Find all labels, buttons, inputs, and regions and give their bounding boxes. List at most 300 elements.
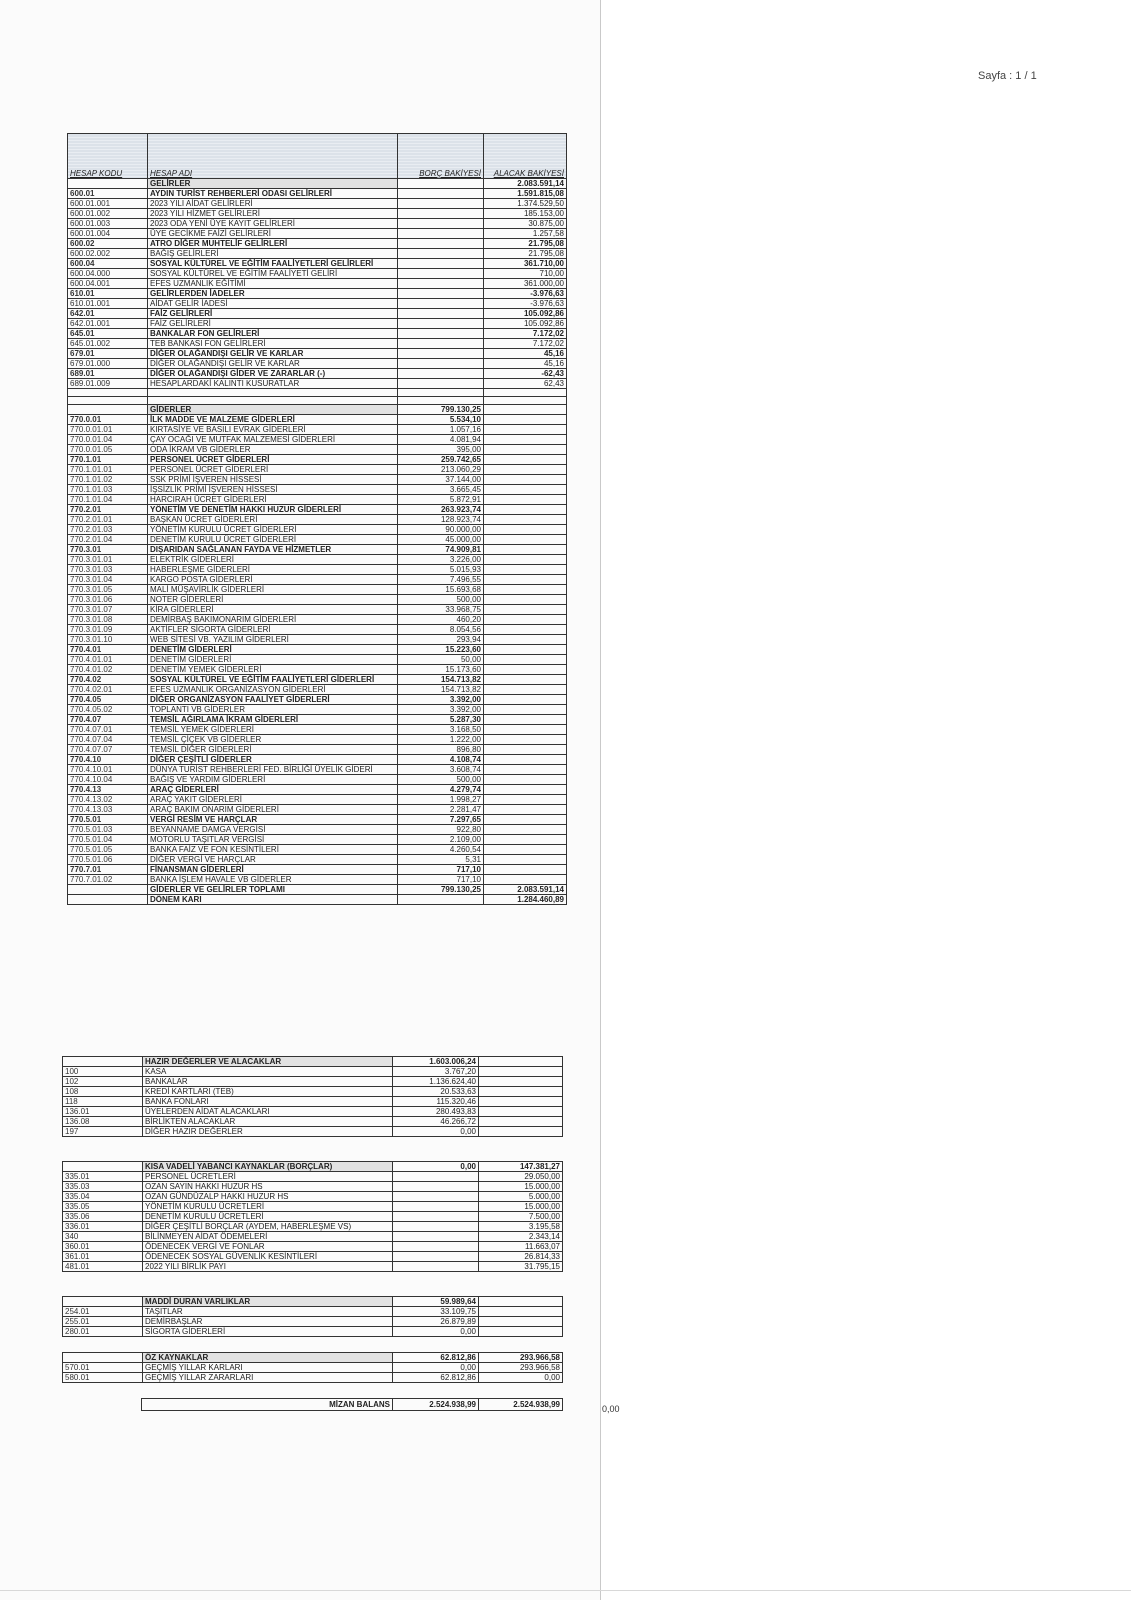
credit-balance <box>484 615 567 625</box>
debit-balance: 500,00 <box>398 775 484 785</box>
table-row <box>68 379 567 389</box>
account-code: 770.1.01.04 <box>68 495 148 505</box>
credit-balance <box>484 855 567 865</box>
credit-balance <box>479 1307 563 1317</box>
debit-balance: 7.496,55 <box>398 575 484 585</box>
account-name: GEÇMİŞ YILLAR KARLARI <box>143 1363 393 1373</box>
spacer-row <box>68 397 567 405</box>
account-code: 102 <box>63 1077 143 1087</box>
account-code: 770.3.01.07 <box>68 605 148 615</box>
table-row <box>68 219 567 229</box>
section-header-row <box>63 1353 563 1363</box>
credit-balance <box>479 1297 563 1307</box>
account-name: BANKA FAİZ VE FON KESİNTİLERİ <box>148 845 398 855</box>
account-name: SSK PRİMİ İŞVEREN HİSSESİ <box>148 475 398 485</box>
credit-balance <box>484 715 567 725</box>
table-row <box>68 455 567 465</box>
debit-balance: 500,00 <box>398 595 484 605</box>
credit-balance: 105.092,86 <box>484 319 567 329</box>
account-code: 600.04.001 <box>68 279 148 289</box>
credit-balance <box>484 545 567 555</box>
debit-balance: 15.693,68 <box>398 585 484 595</box>
account-code: 770.1.01 <box>68 455 148 465</box>
account-code: 770.0.01 <box>68 415 148 425</box>
table-row <box>63 1067 563 1077</box>
account-code: 361.01 <box>63 1252 143 1262</box>
account-name: DENETİM GİDERLERİ <box>148 645 398 655</box>
debit-balance <box>393 1192 479 1202</box>
account-name: BEYANNAME DAMGA VERGİSİ <box>148 825 398 835</box>
debit-balance: 896,80 <box>398 745 484 755</box>
account-code: 770.4.02.01 <box>68 685 148 695</box>
account-code: 197 <box>63 1127 143 1137</box>
debit-balance <box>398 229 484 239</box>
credit-balance: 45,16 <box>484 349 567 359</box>
credit-balance <box>484 845 567 855</box>
debit-balance <box>398 259 484 269</box>
debit-balance <box>398 359 484 369</box>
debit-balance: 50,00 <box>398 655 484 665</box>
account-code: 770.4.01.02 <box>68 665 148 675</box>
account-name: SOSYAL KÜLTÜREL VE EĞİTİM FAALİYETİ GELİRİ <box>148 269 398 279</box>
table-row <box>68 585 567 595</box>
debit-balance: 5.534,10 <box>398 415 484 425</box>
credit-balance: 5.000,00 <box>479 1192 563 1202</box>
debit-balance <box>398 239 484 249</box>
stray-value: 0,00 <box>602 1404 620 1414</box>
credit-balance: 293.966,58 <box>479 1363 563 1373</box>
account-code: 770.2.01.03 <box>68 525 148 535</box>
header-name: HESAP ADI <box>148 134 398 179</box>
account-name: DENETİM KURULU ÜCRETLERİ <box>143 1212 393 1222</box>
credit-balance <box>484 645 567 655</box>
account-name: HARCIRAH ÜCRET GİDERLERİ <box>148 495 398 505</box>
debit-balance <box>398 179 484 189</box>
table-row <box>68 259 567 269</box>
table-row <box>68 299 567 309</box>
table-row <box>63 1373 563 1383</box>
account-code: 770.1.01.02 <box>68 475 148 485</box>
account-name: DIŞARIDAN SAĞLANAN FAYDA VE HİZMETLER <box>148 545 398 555</box>
account-code: 100 <box>63 1067 143 1077</box>
debit-balance: 33.109,75 <box>393 1307 479 1317</box>
debit-balance: 799.130,25 <box>398 405 484 415</box>
table-row <box>63 1212 563 1222</box>
debit-balance: 46.266,72 <box>393 1117 479 1127</box>
account-code: 570.01 <box>63 1363 143 1373</box>
table-row <box>68 309 567 319</box>
account-name: NOTER GİDERLERİ <box>148 595 398 605</box>
debit-balance: 4.279,74 <box>398 785 484 795</box>
debit-balance <box>398 299 484 309</box>
account-code: 600.01 <box>68 189 148 199</box>
account-name: MALİ MÜŞAVİRLİK GİDERLERİ <box>148 585 398 595</box>
credit-balance: 361.710,00 <box>484 259 567 269</box>
table-row <box>68 445 567 455</box>
account-code: 770.4.13.02 <box>68 795 148 805</box>
account-code: 770.5.01.06 <box>68 855 148 865</box>
credit-balance <box>484 455 567 465</box>
account-code: 770.4.05 <box>68 695 148 705</box>
account-code: 770.3.01.10 <box>68 635 148 645</box>
account-code: 770.2.01.04 <box>68 535 148 545</box>
page-divider <box>600 0 601 1600</box>
account-name: 2023 YILI HİZMET GELİRLERİ <box>148 209 398 219</box>
account-name: DİĞER ÇEŞİTLİ GİDERLER <box>148 755 398 765</box>
account-code: 770.4.05.02 <box>68 705 148 715</box>
credit-balance <box>479 1127 563 1137</box>
balance-credit: 2.524.938,99 <box>479 1399 563 1411</box>
debit-balance <box>393 1182 479 1192</box>
debit-balance: 3.392,00 <box>398 705 484 715</box>
debit-balance <box>393 1212 479 1222</box>
credit-balance <box>484 485 567 495</box>
account-name: İŞSİZLİK PRİMİ İŞVEREN HİSSESİ <box>148 485 398 495</box>
debit-balance <box>398 309 484 319</box>
account-name: WEB SİTESİ VB. YAZILIM GİDERLERİ <box>148 635 398 645</box>
debit-balance: 7.297,65 <box>398 815 484 825</box>
credit-balance <box>479 1067 563 1077</box>
table-row <box>68 575 567 585</box>
credit-balance <box>484 495 567 505</box>
account-name: BİLİNMEYEN AİDAT ÖDEMELERİ <box>143 1232 393 1242</box>
table-row <box>68 525 567 535</box>
debit-balance: 3.226,00 <box>398 555 484 565</box>
account-name: OZAN GÜNDÜZALP HAKKI HUZUR HS <box>143 1192 393 1202</box>
credit-balance <box>484 775 567 785</box>
credit-balance: 7.500,00 <box>479 1212 563 1222</box>
credit-balance <box>484 605 567 615</box>
credit-balance <box>484 585 567 595</box>
credit-balance <box>484 785 567 795</box>
account-name: ARAÇ BAKIM ONARIM GİDERLERİ <box>148 805 398 815</box>
section-header-row <box>63 1057 563 1067</box>
account-code <box>63 1353 143 1363</box>
account-code: 642.01 <box>68 309 148 319</box>
account-name: FİNANSMAN GİDERLERİ <box>148 865 398 875</box>
account-code: 600.02.002 <box>68 249 148 259</box>
credit-balance <box>484 535 567 545</box>
credit-balance <box>484 825 567 835</box>
debit-balance: 922,80 <box>398 825 484 835</box>
table-row <box>68 319 567 329</box>
account-name: YÖNETİM VE DENETİM HAKKI HUZUR GİDERLERİ <box>148 505 398 515</box>
credit-balance: 15.000,00 <box>479 1182 563 1192</box>
debit-balance: 5.015,93 <box>398 565 484 575</box>
table-row <box>68 865 567 875</box>
account-name: DİĞER VERGİ VE HARÇLAR <box>148 855 398 865</box>
account-name: ÖDENECEK VERGİ VE FONLAR <box>143 1242 393 1252</box>
debit-balance: 115.320,46 <box>393 1097 479 1107</box>
account-name: DİĞER ORGANİZASYON FAALİYET GİDERLERİ <box>148 695 398 705</box>
debit-balance: 0,00 <box>393 1162 479 1172</box>
credit-balance: 30.875,00 <box>484 219 567 229</box>
table-row <box>68 855 567 865</box>
section-header-row <box>63 1297 563 1307</box>
account-name: ATRO DİĞER MUHTELİF GELİRLERİ <box>148 239 398 249</box>
debit-balance: 20.533,63 <box>393 1087 479 1097</box>
account-name: ELEKTRİK GİDERLERİ <box>148 555 398 565</box>
account-code: 770.4.10 <box>68 755 148 765</box>
table-row <box>68 805 567 815</box>
account-name: SOSYAL KÜLTÜREL VE EĞİTİM FAALİYETLERİ GİDERLERİ <box>148 675 398 685</box>
bottom-rule <box>0 1590 1131 1591</box>
table-row <box>63 1307 563 1317</box>
debit-balance: 15.173,60 <box>398 665 484 675</box>
debit-balance: 62.812,86 <box>393 1353 479 1363</box>
debit-balance: 5,31 <box>398 855 484 865</box>
table-row <box>68 845 567 855</box>
table-row <box>63 1327 563 1337</box>
debit-balance <box>398 895 484 905</box>
credit-balance <box>484 515 567 525</box>
debit-balance: 74.909,81 <box>398 545 484 555</box>
debit-balance <box>398 369 484 379</box>
debit-balance <box>393 1222 479 1232</box>
credit-balance: 1.591.815,08 <box>484 189 567 199</box>
table-row <box>63 1087 563 1097</box>
account-name: KREDİ KARTLARI (TEB) <box>143 1087 393 1097</box>
credit-balance <box>484 865 567 875</box>
credit-balance: 185.153,00 <box>484 209 567 219</box>
table-row <box>68 605 567 615</box>
table-row <box>63 1262 563 1272</box>
account-name: 2023 YILI AİDAT GELİRLERİ <box>148 199 398 209</box>
debit-balance: 45.000,00 <box>398 535 484 545</box>
table-row <box>68 625 567 635</box>
debit-balance: 2.281,47 <box>398 805 484 815</box>
credit-balance <box>484 445 567 455</box>
account-name: ÖDENECEK SOSYAL GÜVENLİK KESİNTİLERİ <box>143 1252 393 1262</box>
account-code: 360.01 <box>63 1242 143 1252</box>
debit-balance <box>393 1262 479 1272</box>
table-row <box>63 1077 563 1087</box>
table-row <box>63 1222 563 1232</box>
account-code: 770.3.01.08 <box>68 615 148 625</box>
debit-balance: 460,20 <box>398 615 484 625</box>
credit-balance <box>484 475 567 485</box>
account-code <box>68 179 148 189</box>
section-header-row <box>68 405 567 415</box>
debit-balance: 3.608,74 <box>398 765 484 775</box>
account-code: 580.01 <box>63 1373 143 1383</box>
header-debit: BORÇ BAKİYESİ <box>398 134 484 179</box>
account-name: KİRA GİDERLERİ <box>148 605 398 615</box>
table-row <box>68 715 567 725</box>
credit-balance: 62,43 <box>484 379 567 389</box>
credit-balance <box>479 1317 563 1327</box>
account-name: PERSONEL ÜCRET GİDERLERİ <box>148 455 398 465</box>
account-name: GİDERLER VE GELİRLER TOPLAMI <box>148 885 398 895</box>
account-name: PERSONEL ÜCRET GİDERLERİ <box>148 465 398 475</box>
account-name: SİGORTA GİDERLERİ <box>143 1327 393 1337</box>
credit-balance <box>484 465 567 475</box>
account-code: 335.05 <box>63 1202 143 1212</box>
account-name: TEMSİL ÇİÇEK VB GİDERLER <box>148 735 398 745</box>
account-name: FAİZ GELİRLERİ <box>148 319 398 329</box>
account-name: ÜYELERDEN AİDAT ALACAKLARI <box>143 1107 393 1117</box>
account-name: TEMSİL AĞIRLAMA İKRAM GİDERLERİ <box>148 715 398 725</box>
account-code: 770.0.01.04 <box>68 435 148 445</box>
debit-balance: 2.109,00 <box>398 835 484 845</box>
debit-balance: 33.968,75 <box>398 605 484 615</box>
account-code <box>68 895 148 905</box>
debit-balance: 62.812,86 <box>393 1373 479 1383</box>
account-name <box>148 389 398 397</box>
account-name: TAŞITLAR <box>143 1307 393 1317</box>
table-row <box>68 735 567 745</box>
credit-balance: 361.000,00 <box>484 279 567 289</box>
table-row <box>63 1172 563 1182</box>
table-row <box>68 535 567 545</box>
credit-balance <box>484 397 567 405</box>
table-row <box>68 475 567 485</box>
account-name: BANKALAR <box>143 1077 393 1087</box>
table-row <box>68 775 567 785</box>
debit-balance <box>398 389 484 397</box>
table-row <box>68 415 567 425</box>
account-code: 280.01 <box>63 1327 143 1337</box>
account-name <box>148 397 398 405</box>
debit-balance <box>398 209 484 219</box>
debit-balance: 0,00 <box>393 1127 479 1137</box>
debit-balance: 5.872,91 <box>398 495 484 505</box>
credit-balance <box>484 795 567 805</box>
account-name: HAZIR DEĞERLER VE ALACAKLAR <box>143 1057 393 1067</box>
table-row <box>68 615 567 625</box>
account-name: KIRTASİYE VE BASILI EVRAK GİDERLERİ <box>148 425 398 435</box>
debit-balance <box>398 249 484 259</box>
account-name: AKTİFLER SİGORTA GİDERLERİ <box>148 625 398 635</box>
account-name: TEMSİL DİĞER GİDERLERİ <box>148 745 398 755</box>
debit-balance: 717,10 <box>398 865 484 875</box>
account-code: 770.4.07.07 <box>68 745 148 755</box>
account-code <box>63 1057 143 1067</box>
account-code: 770.3.01 <box>68 545 148 555</box>
table-row <box>68 815 567 825</box>
account-code: 689.01 <box>68 369 148 379</box>
debit-balance: 213.060,29 <box>398 465 484 475</box>
balance-label: MİZAN BALANS <box>142 1399 393 1411</box>
credit-balance <box>484 665 567 675</box>
account-code: 645.01.002 <box>68 339 148 349</box>
account-code: 770.4.10.01 <box>68 765 148 775</box>
credit-balance <box>484 389 567 397</box>
account-name: BANKALAR FON GELİRLERİ <box>148 329 398 339</box>
debit-balance <box>393 1242 479 1252</box>
table-row <box>63 1317 563 1327</box>
account-name: FAİZ GELİRLERİ <box>148 309 398 319</box>
account-name: TEB BANKASI FON GELİRLERİ <box>148 339 398 349</box>
table-row <box>63 1127 563 1137</box>
debit-balance: 1.603.006,24 <box>393 1057 479 1067</box>
table-row <box>63 1097 563 1107</box>
account-code: 770.4.01 <box>68 645 148 655</box>
table-row <box>68 425 567 435</box>
account-name: DÖNEM KARI <box>148 895 398 905</box>
account-code: 770.4.07 <box>68 715 148 725</box>
account-code <box>63 1297 143 1307</box>
credit-balance: 293.966,58 <box>479 1353 563 1363</box>
account-code: 770.3.01.06 <box>68 595 148 605</box>
credit-balance: 1.374.529,50 <box>484 199 567 209</box>
table-row <box>68 885 567 895</box>
account-code: 770.5.01.04 <box>68 835 148 845</box>
table-row <box>68 835 567 845</box>
table-row <box>63 1107 563 1117</box>
account-code: 770.4.02 <box>68 675 148 685</box>
account-code: 770.4.01.01 <box>68 655 148 665</box>
account-name: AYDIN TURİST REHBERLERİ ODASI GELİRLERİ <box>148 189 398 199</box>
account-code: 689.01.009 <box>68 379 148 389</box>
debit-balance <box>398 199 484 209</box>
credit-balance <box>484 625 567 635</box>
table-row <box>68 795 567 805</box>
table-row <box>68 685 567 695</box>
debit-balance <box>398 329 484 339</box>
credit-balance: 105.092,86 <box>484 309 567 319</box>
account-name: KASA <box>143 1067 393 1077</box>
table-row <box>68 705 567 715</box>
credit-balance <box>484 405 567 415</box>
debit-balance: 128.923,74 <box>398 515 484 525</box>
credit-balance <box>484 655 567 665</box>
account-name: DİĞER OLAĞANDIŞI GELİR VE KARLAR <box>148 359 398 369</box>
credit-balance <box>484 755 567 765</box>
account-name: DENETİM KURULU ÜCRET GİDERLERİ <box>148 535 398 545</box>
debit-balance: 3.767,20 <box>393 1067 479 1077</box>
table-row <box>68 339 567 349</box>
header-row <box>68 134 567 179</box>
debit-balance: 1.998,27 <box>398 795 484 805</box>
debit-balance <box>393 1232 479 1242</box>
table-row <box>68 349 567 359</box>
debit-balance <box>398 269 484 279</box>
table-row <box>68 675 567 685</box>
account-code: 770.3.01.03 <box>68 565 148 575</box>
account-code: 770.5.01.03 <box>68 825 148 835</box>
table-row <box>68 359 567 369</box>
debit-balance: 90.000,00 <box>398 525 484 535</box>
account-name: BAĞIŞ VE YARDIM GİDERLERİ <box>148 775 398 785</box>
account-name: DİĞER ÇEŞİTLİ BORÇLAR (AYDEM, HABERLEŞME VS) <box>143 1222 393 1232</box>
account-name: KISA VADELİ YABANCI KAYNAKLAR (BORÇLAR) <box>143 1162 393 1172</box>
credit-balance: 2.083.591,14 <box>484 885 567 895</box>
account-name: GİDERLER <box>148 405 398 415</box>
account-code: 481.01 <box>63 1262 143 1272</box>
account-code <box>68 389 148 397</box>
table-row <box>68 229 567 239</box>
account-code: 642.01.001 <box>68 319 148 329</box>
credit-balance <box>484 735 567 745</box>
debit-balance <box>398 339 484 349</box>
credit-balance: 2.083.591,14 <box>484 179 567 189</box>
account-code: 600.01.002 <box>68 209 148 219</box>
debit-balance: 3.392,00 <box>398 695 484 705</box>
account-name: TOPLANTI VB GİDERLER <box>148 705 398 715</box>
credit-balance: 11.663,07 <box>479 1242 563 1252</box>
table-row <box>68 785 567 795</box>
account-name: VERGİ RESİM VE HARÇLAR <box>148 815 398 825</box>
account-code: 600.02 <box>68 239 148 249</box>
account-name: DENETİM GİDERLERİ <box>148 655 398 665</box>
account-name: YÖNETİM KURULU ÜCRET GİDERLERİ <box>148 525 398 535</box>
table-row <box>68 465 567 475</box>
account-name: İLK MADDE VE MALZEME GİDERLERİ <box>148 415 398 425</box>
credit-balance <box>484 835 567 845</box>
account-name: EFES UZMANLIK EĞİTİMİ <box>148 279 398 289</box>
account-code: 335.03 <box>63 1182 143 1192</box>
